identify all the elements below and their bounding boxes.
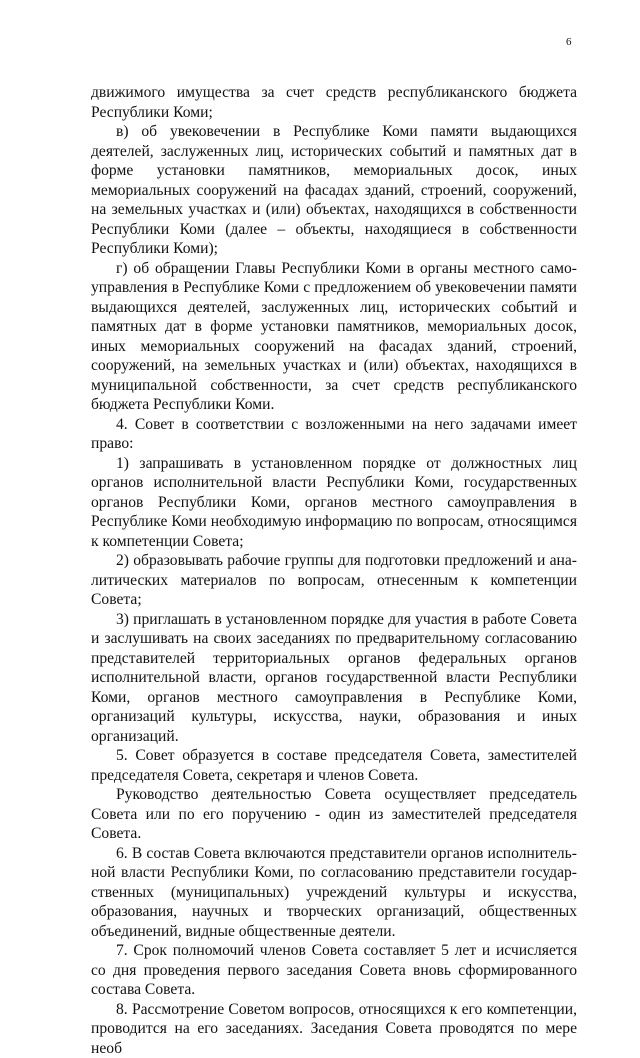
- page-number: 6: [566, 36, 572, 48]
- paragraph-8: 8. Рассмотрение Советом вопросов, относящихся к его компетенции, проводится на его заседаниях. Заседания Совета проводятся по мере необ: [91, 1000, 577, 1058]
- paragraph-continuation: движимого имущества за счет средств республиканского бюджета Республики Коми;: [91, 83, 577, 122]
- paragraph-4-item-1: 1) запрашивать в установленном порядке от должностных лиц органов исполнительной власти Республики Коми, государственных органов Республики Коми, органов местного самоуправления в Республике Коми необходимую информацию по вопросам, относящимся к компетенции Совета;: [91, 454, 577, 552]
- paragraph-item-g: г) об обращении Главы Республики Коми в органы местного самоуправления в Республике Коми с предложением об увековечении памяти выдающихся деятелей, заслуженных лиц, исторических событий и памятных дат в форме установки памятников, мемориальных досок, иных мемориальных сооружений на фасадах зданий, строений, сооружений, на земельных участках и (или) объектах, находящихся в муниципальной собственности, за счет средств республиканского бюджета Республики Коми.: [91, 259, 577, 415]
- document-body: [91, 83, 577, 1058]
- paragraph-5: 5. Совет образуется в составе председателя Совета, заместителей председателя Совета, секретаря и членов Совета.: [91, 746, 577, 785]
- paragraph-item-v: в) об увековечении в Республике Коми памяти выдающихся деятелей, заслуженных лиц, исторических событий и памятных дат в форме установки памятников, мемориальных досок, иных мемориальных сооружений на фасадах зданий, строений, сооружений, на земельных участках и (или) объектах, находящихся в собственности Республики Коми (далее – объекты, находящиеся в собственности Республики Коми);: [91, 122, 577, 259]
- paragraph-5-leadership: Руководство деятельностью Совета осуществляет председатель Совета или по его поручению - один из заместителей председателя Совета.: [91, 785, 577, 844]
- paragraph-4-item-2: 2) образовывать рабочие группы для подготовки предложений и аналитических материалов по вопросам, отнесенным к компетенции Совета;: [91, 551, 577, 610]
- paragraph-7: 7. Срок полномочий членов Совета составляет 5 лет и исчисляется со дня проведения первого заседания Совета вновь сформированного состава Совета.: [91, 941, 577, 1000]
- paragraph-4-item-3: 3) приглашать в установленном порядке для участия в работе Совета и заслушивать на своих заседаниях по предварительному согласованию представителей территориальных органов федеральных органов исполнительной власти, органов государственной власти Республики Коми, органов местного самоуправления в Республике Коми, организаций культуры, искусства, науки, образования и иных организаций.: [91, 610, 577, 747]
- paragraph-4: 4. Совет в соответствии с возложенными на него задачами имеет право:: [91, 415, 577, 454]
- paragraph-6: 6. В состав Совета включаются представители органов исполнительной власти Республики Коми, по согласованию представители государственных (муниципальных) учреждений культуры и искусства, образования, научных и творческих организаций, общественных объединений, видные общественные деятели.: [91, 844, 577, 942]
